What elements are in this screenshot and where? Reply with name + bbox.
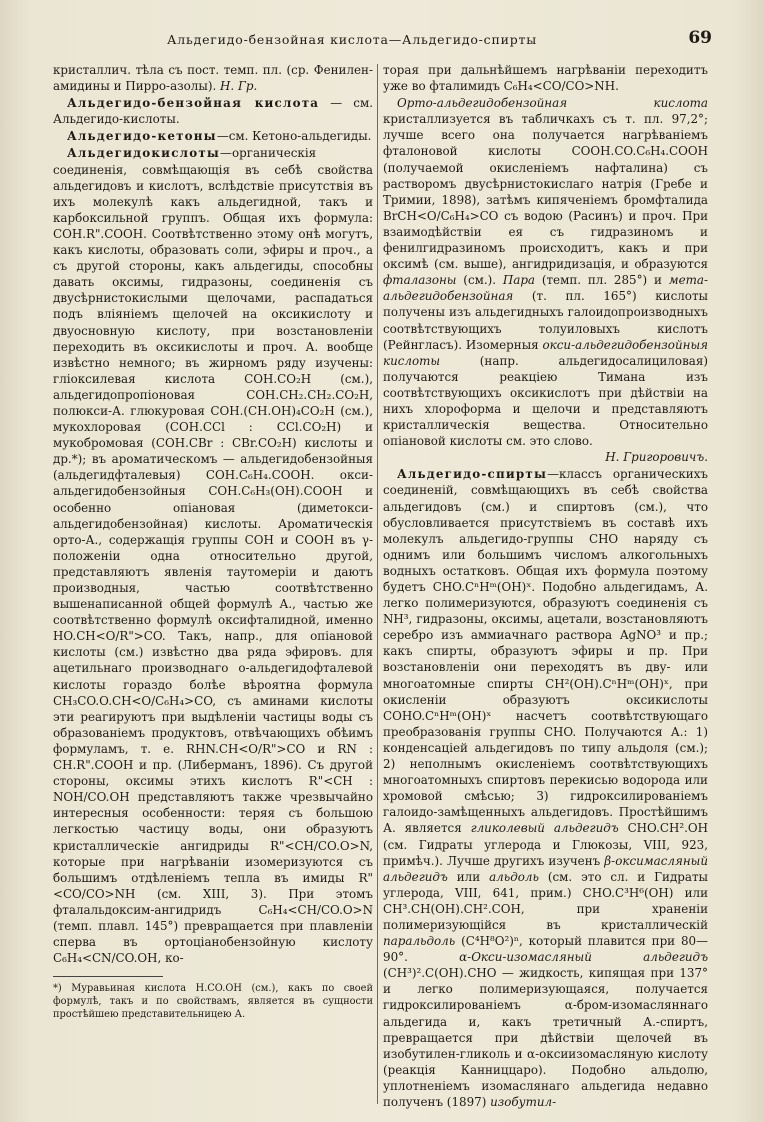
running-title: Альдегидо-бензойная кислота—Альдегидо-спирты [166,32,538,47]
entry-continuation [383,62,708,94]
column-divider [377,64,378,1104]
entry-text: (см. это сл. и Гидраты углерода, VIII, 641, прим.) CHO.C³H⁶(OH) или CH³.CH(OH).CH².COH, при храненіи полимеризующійся въ кристаллическій [383,869,709,932]
author-signature: Н. Григоровичъ. [605,450,708,465]
entry-text: (CH³)².C(OH).CHO — жидкость, кипящая при 137° и легко полимеризующаяся, получается гидроксилированіемъ α-бром-изомасляннаго альдегида и, какъ третичный А.-спиртъ, превращается при дѣйствіи щелочей въ изобутилен-гликоль и α-оксиизомасляную кислоту (реакція Канниццаро). Подобно альдолю, уплотненіемъ изомаслянаго альдегида недавно полученъ (1897) [383,966,708,1109]
entry-text: —см. Кетоно-альдегиды. [216,129,372,144]
page-number: 69 [688,28,712,48]
entry-text: кристаллич. тѣла съ пост. темп. пл. (ср. Фенилен-амидины и Пирро-азолы). [53,63,373,94]
entry-aldehydo-alcohols [383,466,708,1110]
entry-text: (C⁴H⁸O²)ⁿ, который плавится при 80—90°. [383,934,708,965]
term-italic: Пара [502,273,536,288]
entry-aldehydo-acids [53,145,373,966]
term-italic: альдоль [489,869,539,884]
entry-text: —классъ органическихъ соединеній, совмѣщающихъ въ себѣ свойства альдегидовъ (см.) и спиртовъ (см.), что обусловливается присутствіемъ въ составѣ ихъ молекулъ альдегидо-группы CHO наряду съ однимъ или большимъ числомъ алкогольныхъ водныхъ остатковъ. Общая ихъ формула поэтому будетъ CHO.CⁿHᵐ(OH)ˣ. Подобно альдегидамъ, А. легко полимеризуются, образуютъ соединенія съ NH³, гидразоны, оксимы, ацетали, возстановляютъ серебро изъ аммиачнаго раствора AgNO³ и пр.; какъ спирты, образуютъ эфиры и пр. При возстановленіи они переходятъ въ дву- или многоатомные спирты CH²(OH).CⁿHᵐ(OH)ˣ, при окисленіи образуютъ оксикислоты COHO.CⁿHᵐ(OH)ˣ насчетъ соотвѣтствующаго преобразованія группы CHO. Получаются А.: 1) конденсаціей альдегидовъ по типу альдоля (см.); 2) неполнымъ окисленіемъ соотвѣтствующихъ многоатомныхъ спиртовъ перекисью водорода или хромовой смѣсью; 3) гидроксилированіемъ галоидо-замѣщенныхъ альдегидовъ. Простѣйшимъ А. является [383,467,708,836]
entry-text: или [447,869,490,884]
entry-text: CHO.CH².OH (см. Гидраты углерода и Глюкозы, VIII, 923, примѣч.). Лучше другихъ изученъ [383,821,709,868]
term-italic: изобутил- [490,1095,557,1109]
term-italic: гликолевый альдегидъ [470,821,619,836]
entry-text: торая при дальнѣйшемъ нагрѣваніи переходитъ уже во фталимидъ C₆H₄<CO/CO>NH. [383,63,708,94]
entry-continuation [53,62,373,94]
entry-text: — см. Альдегидо-кислоты. [53,96,373,127]
author-signature: Н. Гр. [220,79,258,94]
entry-text: —органическія соединенія, совмѣщающія въ себѣ свойства альдегидовъ и кислотъ, вслѣдствіе присутствія въ ихъ молекулѣ какъ альдегидной, такъ и карбоксильной группъ. Общая ихъ формула: COH.R".COOH. Соотвѣтственно этому онѣ могутъ, какъ кислоты, образовать соли, эфиры и проч., а съ другой стороны, какъ альдегиды, способны давать оксимы, гидразоны, соединенія съ двусѣрнистокислыми щелочами, распадаться подъ вліяніемъ щелочей на оксикислоту и двуосновную кислоту, при возстановленіи переходить въ оксикислоты и проч. А. вообще извѣстно немного; въ жирномъ ряду изучены: гліоксилевая кислота COH.CO₂H (см.), альдегидопропіоновая COH.CH₂.CH₂.CO₂H, полюкси-А. глюкуровая COH.(CH.OH)₄CO₂H (см.), мукохлоровая (COH.CCl : CCl.CO₂H) и мукобромовая (COH.CBr : CBr.CO₂H) кислоты и др.*); въ ароматическомъ — альдегидобензойныя (альдегидфталевыя) COH.C₆H₄.COOH. окси-альдегидобензойныя COH.C₆H₃(OH).COOH и особенно опіановая (диметокси-альдегидобензойная) кислоты. Ароматическія орто-А., содержащія группы COH и COOH въ γ-положеніи одна относительно другой, представляютъ явленія таутомеріи и даютъ производныя, частью соотвѣтственно вышенаписанной общей формулѣ А., частью же соотвѣтственно формулѣ оксифталидной, именно [53,146,373,628]
term-italic: мета-альдегидобензойная [383,273,708,304]
right-column [383,62,708,1111]
entry-text: (темп. пл. 285°) и [535,273,669,288]
term-italic: окси-альдегидобензойныя кислоты [383,337,708,368]
entry-text: кристаллизуется въ табличкахъ съ т. пл. 97,2°; лучше всего она получается нагрѣваніемъ фталоновой кислоты COOH.CO.C₆H₄.COOH (получаемой окисленіемъ нафталина) съ растворомъ двусѣрнистокислаго натрія (Гребе и Тримии, 1898), затѣмъ кипяченіемъ бромфталида BrCH<O/C₆H₄>CO съ водою (Расинъ) и проч. При взаимодѣйствіи ея съ гидразиномъ и фенилгидразиномъ происходитъ, какъ и при оксимѣ (см. выше), ангидридизація, и образуются [383,112,708,272]
term-italic: фталазоны [383,273,457,288]
footnote-rule [53,976,163,977]
term-italic: Орто-альдегидобензойная кислота [397,96,708,111]
entry-ortho-aldehydobenzoic [383,95,708,465]
term-italic: паральдоль [383,934,456,949]
entry-aldehydo-benzoic-acid [53,95,373,127]
left-column [53,62,373,1021]
entry-text: (см.). [456,273,503,288]
entry-headword: Альдегидокислоты [67,146,221,161]
footnote: *) Муравьиная кислота H.CO.OH (см.), какъ по своей формулѣ, такъ и по свойствамъ, является въ сущности простѣйшею представительницею А. [53,983,373,1021]
term-italic: α-Окси-изомасляный альдегидъ [459,950,709,965]
entry-text-formulas: HO.CH<O/R">CO. Такъ, напр., для опіановой кислоты (см.) извѣстно два ряда эфировъ. для ацетильнаго производнаго о-альдегидофталевой кислоты гораздо болѣе вѣроятна формула CH₃CO.O.CH<O/C₆H₄>CO, съ аминами кислоты эти реагируютъ при выдѣленіи частицы воды съ образованіемъ продуктовъ, отвѣчающихъ обѣимъ формуламъ, т. е. RHN.CH<O/R">CO и RN : CH.R".COOH и пр. (Либерманъ, 1896). Съ другой стороны, оксимы этихъ кислотъ R"<CH : NOH/CO.OH представляютъ также чрезвычайно интересныя особенности: теряя съ большою легкостью частицу воды, они образуютъ кристаллическіе ангидриды R"<CH/CO.O>N, которые при нагрѣваніи изомеризуются съ большимъ отдѣленіемъ тепла въ имиды R"<CO/CO>NH (см. XIII, 3). При этомъ фталальдоксим-ангидридъ C₆H₄<CH/CO.O>N (темп. плавл. 145°) превращается при плавленіи сперва въ ортоціанобензойную кислоту C₆H₄<CN/CO.OH, ко- [53,629,373,966]
entry-headword: Альдегидо-бензойная кислота [67,96,320,111]
entry-headword: Альдегидо-спирты [397,467,548,482]
entry-text: (напр. альдегидосалициловая) получаются реакціею Тимана изъ соотвѣтствующихъ оксикислотъ при дѣйствіи на нихъ хлороформа и щелочи и представляютъ кристаллическія вещества. Относительно опіановой кислоты см. это слово. [383,353,708,449]
entry-text: (т. пл. 165°) кислоты получены изъ альдегидныхъ галоидопроизводныхъ соотвѣтствующихъ толуиловыхъ кислотъ (Рейнгласъ). Изомерныя [383,289,708,352]
entry-headword: Альдегидо-кетоны [67,129,217,144]
entry-aldehydo-ketones [53,128,373,144]
term-italic: β-оксимасляный альдегидъ [383,853,708,884]
page-header [52,28,712,50]
